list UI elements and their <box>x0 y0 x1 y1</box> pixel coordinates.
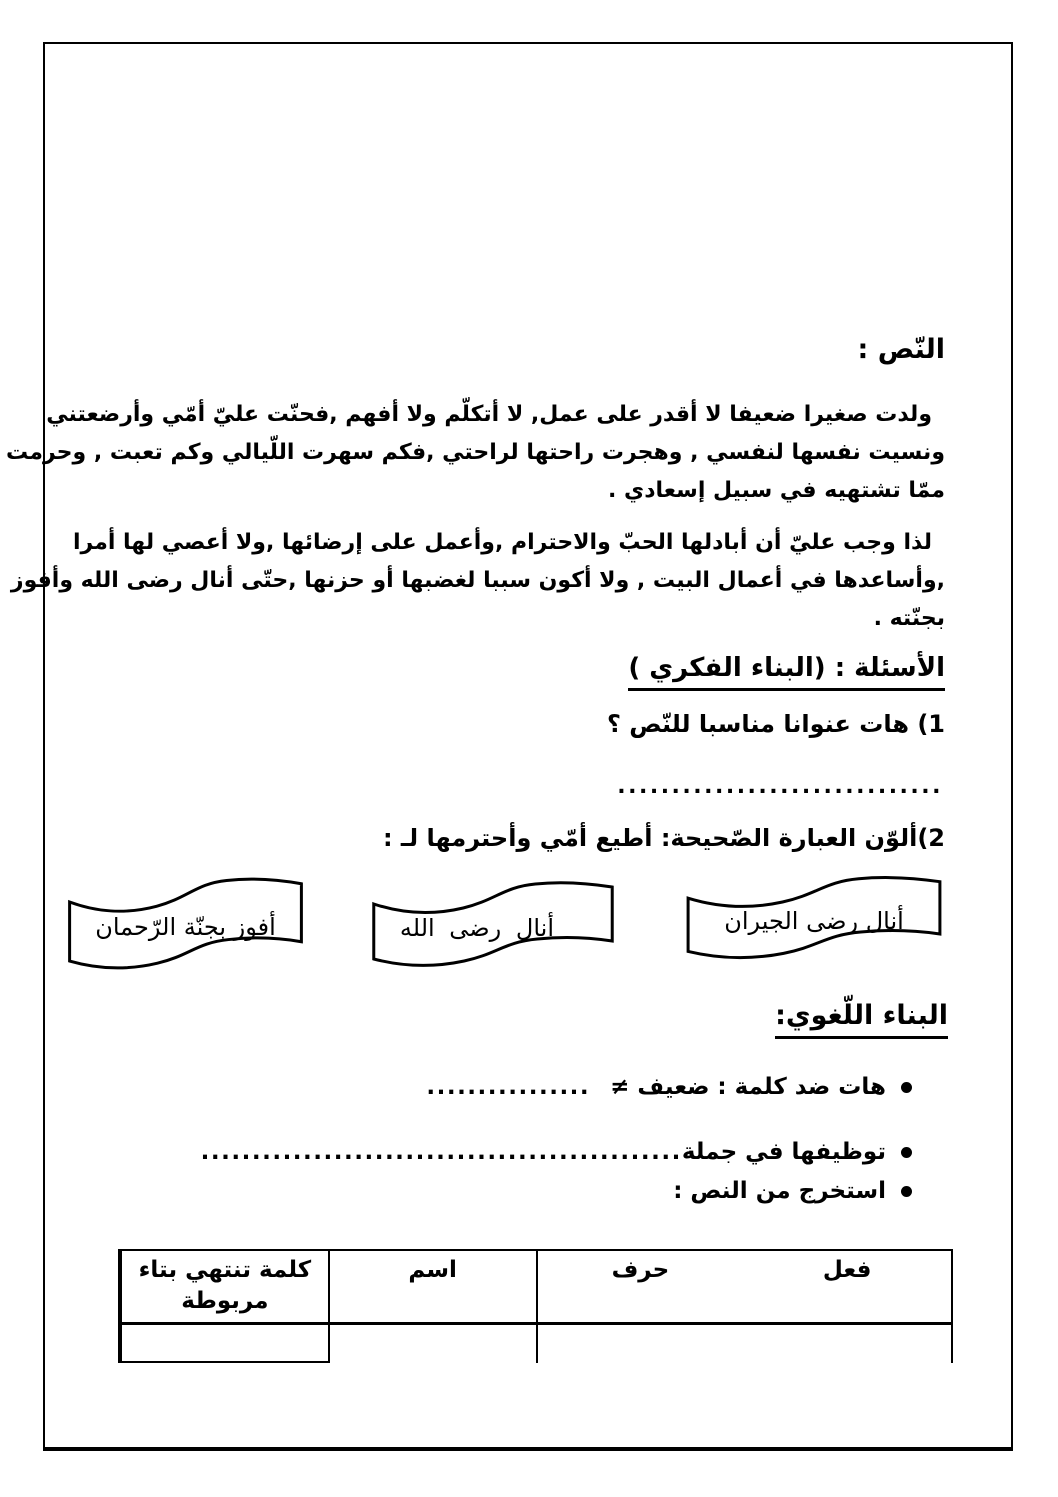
banner-option-label: أنال رضى الله <box>399 913 554 942</box>
page-border-frame <box>6 42 1013 1451</box>
bullet-item-antonym <box>426 1074 912 1100</box>
table-header-row <box>118 1249 953 1325</box>
bullet-icon <box>901 1082 912 1093</box>
bullet-text: توظيفها في جملة <box>681 1139 886 1165</box>
bullet-icon <box>901 1147 912 1158</box>
table-header-noun: اسم <box>328 1251 536 1322</box>
table-header-verb: فعل <box>822 1257 872 1283</box>
table-answer-cell-verb[interactable] <box>743 1325 951 1363</box>
table-answer-row <box>118 1325 953 1363</box>
table-answer-cell-noun[interactable] <box>328 1325 536 1363</box>
reading-text-paragraph-2 <box>10 524 945 638</box>
bullet-item-extract <box>673 1178 912 1204</box>
question-1: 1) هات عنوانا مناسبا للنّص ؟ <box>606 710 945 738</box>
banner-option-label: أنال رضى الجيران <box>724 907 904 935</box>
questions-section-heading: الأسئلة : (البناء الفكري ) <box>628 653 945 691</box>
answer-banner-option-3[interactable] <box>64 873 307 975</box>
paragraph-line: ونسيت نفسها لنفسي , وهجرت راحتها لراحتي ,فكم سهرت اللّيالي وكم تعبت , وحرمت <box>6 440 945 465</box>
bullet-icon <box>901 1186 912 1197</box>
grammar-extraction-table <box>118 1249 953 1363</box>
answer-blank-dots: ............................................... <box>200 1139 682 1165</box>
table-answer-cell-particle[interactable] <box>536 1325 744 1363</box>
table-header-particle: حرف <box>536 1251 744 1322</box>
text-section-title: النّص : <box>857 334 945 365</box>
paragraph-line: لذا وجب عليّ أن أبادلها الحبّ والاحترام ,وأعمل على إرضائها ,ولا أعصي لها أمرا <box>73 530 932 555</box>
reading-text-paragraph-1 <box>6 396 945 510</box>
banner-option-label: أفوز بجنّة الرّحمان <box>95 913 276 941</box>
answer-banner-option-2[interactable] <box>368 877 618 972</box>
bullet-text: استخرج من النص : <box>673 1178 886 1204</box>
table-header-taa-marbuta-word: كلمة تنتهي بتاء مربوطة <box>120 1251 328 1322</box>
paragraph-line: بجنّته . <box>873 606 945 631</box>
table-answer-cell-taa-marbuta-word[interactable] <box>120 1325 328 1363</box>
question-2: 2)ألوّن العبارة الصّحيحة: أطيع أمّي وأحترمها لـ : <box>382 824 945 852</box>
bullet-text: هات ضد كلمة : ضعيف ≠ <box>610 1074 886 1100</box>
question-1-answer-blank: .............................. <box>617 774 943 799</box>
paragraph-line: ولدت صغيرا ضعيفا لا أقدر على عمل, لا أتكلّم ولا أفهم ,فحنّت عليّ أمّي وأرضعتني <box>46 402 932 427</box>
language-section-heading: البناء اللّغوي: <box>775 1000 948 1039</box>
answer-banner-option-1[interactable] <box>682 872 946 964</box>
bullet-item-sentence <box>201 1139 912 1165</box>
paragraph-line: ممّا تشتهيه في سبيل إسعادي . <box>608 478 945 503</box>
paragraph-line: ,وأساعدها في أعمال البيت , ولا أكون سببا لغضبها أو حزنها ,حتّى أنال رضى الله وأفوز <box>10 568 945 593</box>
answer-blank-dots: ................ <box>426 1074 591 1100</box>
